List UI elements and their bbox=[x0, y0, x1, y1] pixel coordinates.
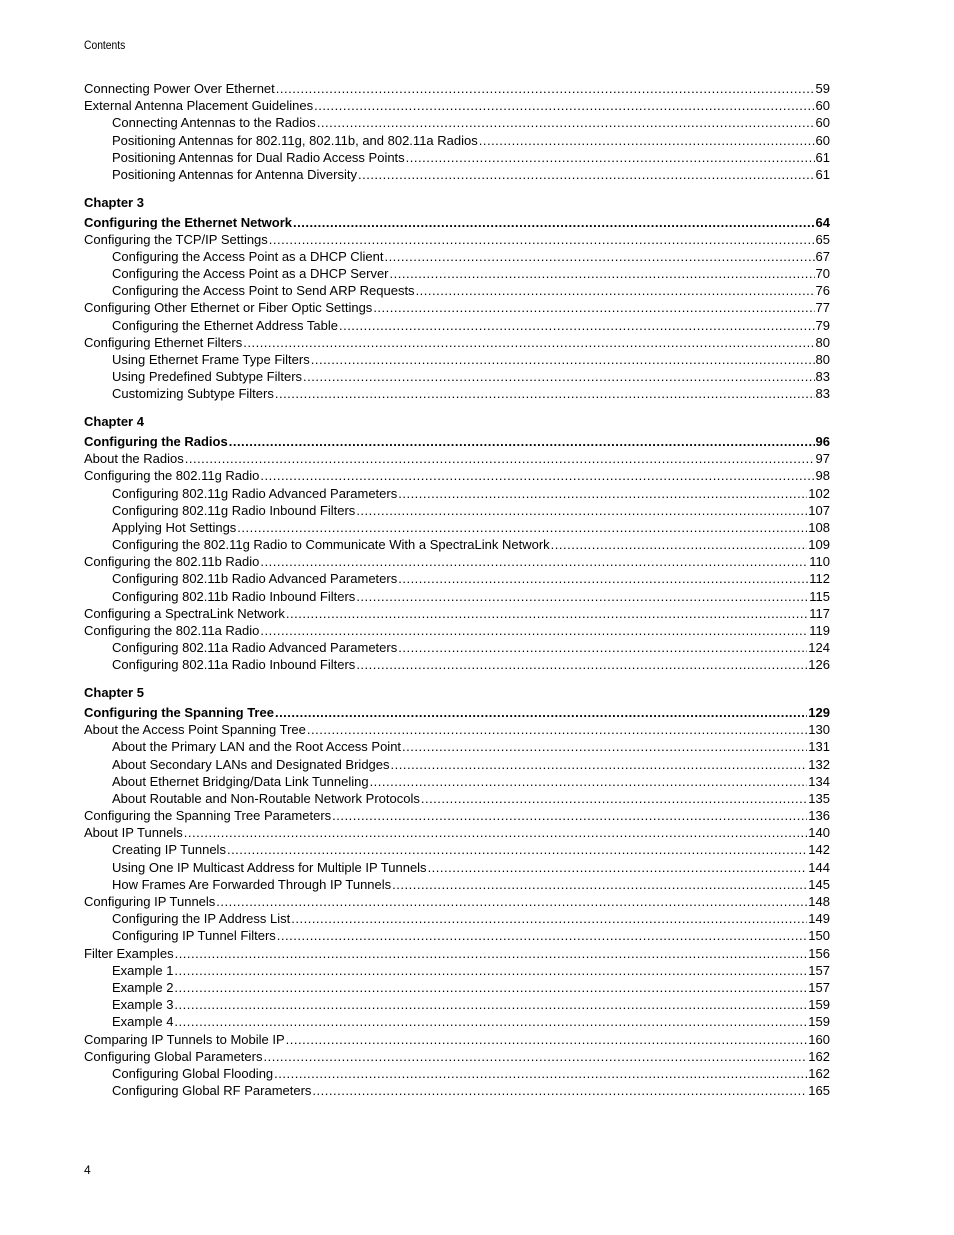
toc-entry[interactable] bbox=[84, 351, 830, 368]
toc-entry-page: 98 bbox=[815, 468, 830, 484]
toc-entry-title: Configuring the Access Point as a DHCP Client bbox=[112, 248, 384, 264]
toc-entry-title: Applying Hot Settings bbox=[112, 519, 237, 535]
chapter-label: Chapter 4 bbox=[84, 414, 144, 430]
toc-entry-page: 124 bbox=[808, 640, 830, 656]
toc-entry[interactable] bbox=[84, 738, 830, 755]
toc-entry[interactable] bbox=[84, 588, 830, 605]
toc-entry-page: 59 bbox=[815, 81, 830, 96]
dot-leader bbox=[286, 1031, 808, 1048]
toc-entry[interactable] bbox=[84, 1065, 830, 1082]
toc-entry-title: Configuring 802.11b Radio Advanced Parameters bbox=[112, 571, 398, 587]
toc-entry-title: Configuring Global Flooding bbox=[112, 1065, 274, 1081]
toc-entry-title: Configuring 802.11a Radio Advanced Parameters bbox=[112, 640, 398, 656]
dot-leader bbox=[184, 824, 808, 841]
dot-leader bbox=[373, 299, 814, 316]
toc-entry-page: 64 bbox=[815, 214, 830, 230]
dot-leader bbox=[356, 502, 807, 519]
toc-entry-page: 117 bbox=[809, 605, 830, 621]
toc-entry[interactable] bbox=[84, 166, 830, 183]
toc-entry[interactable] bbox=[84, 114, 830, 131]
dot-leader bbox=[277, 927, 808, 944]
dot-leader bbox=[174, 1013, 807, 1030]
dot-leader bbox=[216, 893, 807, 910]
toc-entry[interactable] bbox=[84, 841, 830, 858]
toc-entry-title: Configuring Global RF Parameters bbox=[112, 1083, 312, 1099]
dot-leader bbox=[332, 807, 807, 824]
toc-entry-title: About the Access Point Spanning Tree bbox=[84, 722, 306, 738]
toc-entry-page: 145 bbox=[808, 876, 830, 892]
dot-leader bbox=[339, 317, 815, 334]
toc-entry-title: Using Predefined Subtype Filters bbox=[112, 369, 303, 385]
running-head: Contents bbox=[84, 38, 126, 52]
toc-entry[interactable] bbox=[84, 1013, 830, 1030]
dot-leader bbox=[185, 450, 815, 467]
toc-entry[interactable] bbox=[84, 876, 830, 893]
toc-entry-title: Creating IP Tunnels bbox=[112, 842, 226, 858]
toc-entry-title: Configuring the 802.11g Radio bbox=[84, 468, 260, 484]
dot-leader bbox=[312, 1082, 807, 1099]
dot-leader bbox=[398, 485, 807, 502]
toc-entry[interactable] bbox=[84, 368, 830, 385]
toc-entry-page: 132 bbox=[808, 756, 830, 772]
toc-entry[interactable] bbox=[84, 450, 830, 467]
toc-entry-title: About Secondary LANs and Designated Bridges bbox=[112, 756, 390, 772]
dot-leader bbox=[390, 265, 815, 282]
toc-entry-page: 126 bbox=[808, 657, 830, 673]
toc-entry[interactable] bbox=[84, 790, 830, 807]
toc-entry-title: Filter Examples bbox=[84, 945, 174, 961]
toc-entry-title: Configuring IP Tunnel Filters bbox=[112, 928, 276, 944]
dot-leader bbox=[398, 570, 808, 587]
toc-entry[interactable] bbox=[84, 536, 830, 553]
toc-entry-title: About the Radios bbox=[84, 451, 184, 467]
dot-leader bbox=[370, 773, 808, 790]
toc-entry-title: Configuring the Radios bbox=[84, 433, 228, 449]
toc-entry[interactable] bbox=[84, 485, 830, 502]
toc-entry-page: 165 bbox=[808, 1083, 830, 1099]
toc-entry-page: 108 bbox=[808, 519, 830, 535]
toc-entry-title: Connecting Power Over Ethernet bbox=[84, 81, 275, 96]
toc-entry[interactable] bbox=[84, 519, 830, 536]
chapter-label: Chapter 5 bbox=[84, 685, 144, 701]
toc-entry-title: Configuring Global Parameters bbox=[84, 1048, 263, 1064]
toc-entry-title: Configuring Ethernet Filters bbox=[84, 334, 243, 350]
toc-entry-page: 162 bbox=[808, 1048, 830, 1064]
toc-entry-title: Configuring Other Ethernet or Fiber Optic Settings bbox=[84, 300, 373, 316]
toc-chapter-title-entry[interactable] bbox=[84, 433, 830, 450]
toc-entry[interactable] bbox=[84, 605, 830, 622]
toc-entry-page: 115 bbox=[809, 588, 830, 604]
toc-entry-title: Configuring the IP Address List bbox=[112, 911, 291, 927]
toc-entry-title: Configuring the 802.11g Radio to Communicate With a SpectraLink Network bbox=[112, 537, 550, 553]
toc-entry[interactable] bbox=[84, 893, 830, 910]
toc-entry-page: 134 bbox=[808, 773, 830, 789]
toc-entry-title: Positioning Antennas for 802.11g, 802.11b, and 802.11a Radios bbox=[112, 132, 478, 148]
toc-entry[interactable] bbox=[84, 996, 830, 1013]
toc-entry[interactable] bbox=[84, 149, 830, 166]
toc-entry-title: Configuring a SpectraLink Network bbox=[84, 605, 285, 621]
dot-leader bbox=[421, 790, 807, 807]
toc-entry[interactable] bbox=[84, 824, 830, 841]
dot-leader bbox=[275, 704, 807, 721]
toc-entry[interactable] bbox=[84, 231, 830, 248]
dot-leader bbox=[260, 553, 808, 570]
dot-leader bbox=[314, 97, 814, 114]
toc-entry-page: 112 bbox=[809, 571, 830, 587]
chapter-label: Chapter 3 bbox=[84, 194, 144, 210]
toc-entry-title: Configuring the 802.11b Radio bbox=[84, 554, 260, 570]
toc-entry[interactable] bbox=[84, 317, 830, 334]
toc-entry[interactable] bbox=[84, 570, 830, 587]
toc-entry-page: 61 bbox=[815, 149, 830, 165]
toc-entry-title: Comparing IP Tunnels to Mobile IP bbox=[84, 1031, 285, 1047]
toc-entry[interactable] bbox=[84, 756, 830, 773]
toc-entry-title: Example 4 bbox=[112, 1014, 174, 1030]
dot-leader bbox=[237, 519, 807, 536]
toc-entry[interactable] bbox=[84, 962, 830, 979]
toc-entry-page: 135 bbox=[808, 790, 830, 806]
toc-entry-page: 96 bbox=[815, 433, 830, 449]
dot-leader bbox=[276, 80, 815, 97]
dot-leader bbox=[263, 1048, 807, 1065]
dot-leader bbox=[260, 622, 808, 639]
toc-entry[interactable] bbox=[84, 656, 830, 673]
toc-entry[interactable] bbox=[84, 859, 830, 876]
toc-entry-page: 60 bbox=[815, 132, 830, 148]
toc-entry-title: About Ethernet Bridging/Data Link Tunneling bbox=[112, 773, 369, 789]
toc-entry[interactable] bbox=[84, 979, 830, 996]
toc-entry[interactable] bbox=[84, 622, 830, 639]
toc-entry-page: 148 bbox=[808, 894, 830, 909]
toc-entry-page: 159 bbox=[808, 997, 830, 1013]
toc-entry[interactable] bbox=[84, 1048, 830, 1065]
toc-entry-page: 77 bbox=[815, 300, 830, 316]
toc-entry[interactable] bbox=[84, 927, 830, 944]
dot-leader bbox=[274, 1065, 807, 1082]
toc-entry-page: 65 bbox=[815, 231, 830, 247]
toc-entry-title: Configuring the Access Point as a DHCP Server bbox=[112, 266, 389, 282]
dot-leader bbox=[479, 132, 815, 149]
toc-entry-page: 76 bbox=[815, 283, 830, 299]
toc-entry-page: 119 bbox=[809, 623, 830, 638]
dot-leader bbox=[307, 721, 807, 738]
toc-entry[interactable] bbox=[84, 807, 830, 824]
dot-leader bbox=[303, 368, 814, 385]
dot-leader bbox=[286, 605, 808, 622]
toc-entry-page: 102 bbox=[808, 485, 830, 501]
toc-entry-page: 149 bbox=[808, 911, 830, 927]
toc-entry-title: Customizing Subtype Filters bbox=[112, 386, 274, 402]
toc-entry[interactable] bbox=[84, 282, 830, 299]
toc-entry-page: 80 bbox=[815, 352, 830, 367]
toc-entry-page: 156 bbox=[808, 945, 830, 961]
dot-leader bbox=[551, 536, 808, 553]
toc-entry-page: 142 bbox=[808, 842, 830, 858]
toc-entry-page: 83 bbox=[815, 386, 830, 402]
toc-entry-title: Positioning Antennas for Antenna Diversity bbox=[112, 166, 357, 182]
toc-entry[interactable] bbox=[84, 721, 830, 738]
dot-leader bbox=[229, 433, 815, 450]
dot-leader bbox=[311, 351, 815, 368]
chapter-gap bbox=[84, 403, 830, 414]
toc-entry-page: 60 bbox=[815, 115, 830, 131]
toc-entry-title: Configuring 802.11g Radio Inbound Filters bbox=[112, 502, 356, 518]
toc-entry-title: Configuring the TCP/IP Settings bbox=[84, 231, 268, 247]
toc-entry-title: Example 1 bbox=[112, 962, 174, 978]
dot-leader bbox=[291, 910, 807, 927]
dot-leader bbox=[402, 738, 807, 755]
toc-entry-page: 83 bbox=[815, 369, 830, 385]
toc-entry-title: How Frames Are Forwarded Through IP Tunnels bbox=[112, 876, 392, 892]
toc-entry-page: 162 bbox=[808, 1065, 830, 1081]
toc-entry-page: 160 bbox=[808, 1031, 830, 1047]
dot-leader bbox=[243, 334, 814, 351]
toc-entry-page: 136 bbox=[808, 808, 830, 824]
dot-leader bbox=[428, 859, 808, 876]
dot-leader bbox=[175, 945, 808, 962]
toc-entry-page: 61 bbox=[815, 166, 830, 182]
toc-entry-title: Positioning Antennas for Dual Radio Access Points bbox=[112, 149, 405, 165]
toc-entry-title: Configuring 802.11b Radio Inbound Filters bbox=[112, 588, 356, 604]
toc-entry-page: 97 bbox=[815, 451, 830, 467]
toc-entry[interactable] bbox=[84, 97, 830, 114]
toc-entry[interactable] bbox=[84, 1031, 830, 1048]
dot-leader bbox=[260, 467, 814, 484]
dot-leader bbox=[317, 114, 815, 131]
toc-entry[interactable] bbox=[84, 773, 830, 790]
toc-entry-title: Configuring 802.11a Radio Inbound Filters bbox=[112, 657, 356, 673]
toc-entry-title: Configuring the Access Point to Send ARP Requests bbox=[112, 283, 415, 299]
toc-entry-title: Configuring the Spanning Tree Parameters bbox=[84, 808, 332, 824]
dot-leader bbox=[356, 588, 808, 605]
dot-leader bbox=[293, 214, 815, 231]
dot-leader bbox=[384, 248, 814, 265]
toc-entry-title: Configuring 802.11g Radio Advanced Parameters bbox=[112, 485, 398, 501]
dot-leader bbox=[358, 166, 815, 183]
chapter-gap bbox=[84, 183, 830, 194]
toc-entry-page: 131 bbox=[808, 739, 830, 755]
dot-leader bbox=[398, 639, 807, 656]
toc-entry-title: About the Primary LAN and the Root Access Point bbox=[112, 739, 402, 755]
chapter-gap bbox=[84, 674, 830, 685]
toc-entry[interactable] bbox=[84, 945, 830, 962]
toc-entry-title: Using Ethernet Frame Type Filters bbox=[112, 352, 310, 367]
toc-entry[interactable] bbox=[84, 80, 830, 97]
toc-entry[interactable] bbox=[84, 502, 830, 519]
dot-leader bbox=[392, 876, 807, 893]
toc-entry-title: About Routable and Non-Routable Network Protocols bbox=[112, 790, 420, 806]
toc-chapter-title-entry[interactable] bbox=[84, 214, 830, 231]
toc-entry-page: 80 bbox=[815, 334, 830, 350]
toc-entry-title: External Antenna Placement Guidelines bbox=[84, 98, 314, 114]
toc-entry-page: 130 bbox=[808, 722, 830, 738]
toc-entry-title: Example 2 bbox=[112, 979, 174, 995]
dot-leader bbox=[406, 149, 815, 166]
toc-entry-title: Connecting Antennas to the Radios bbox=[112, 115, 316, 131]
dot-leader bbox=[227, 841, 807, 858]
toc-entry-page: 79 bbox=[815, 317, 830, 333]
toc-entry-page: 110 bbox=[809, 554, 830, 570]
toc-entry[interactable] bbox=[84, 910, 830, 927]
toc-entry[interactable] bbox=[84, 385, 830, 402]
dot-leader bbox=[174, 996, 807, 1013]
dot-leader bbox=[416, 282, 815, 299]
toc-entry[interactable] bbox=[84, 553, 830, 570]
toc-entry-page: 60 bbox=[815, 98, 830, 114]
toc-entry-page: 140 bbox=[808, 825, 830, 841]
toc-entry-page: 144 bbox=[808, 859, 830, 875]
toc-entry-title: Configuring the Ethernet Address Table bbox=[112, 317, 338, 333]
dot-leader bbox=[356, 656, 807, 673]
toc-entry[interactable] bbox=[84, 334, 830, 351]
toc-entry[interactable] bbox=[84, 265, 830, 282]
toc-entry-page: 157 bbox=[808, 962, 830, 978]
toc-entry-title: Configuring IP Tunnels bbox=[84, 894, 216, 909]
toc-entry[interactable] bbox=[84, 1082, 830, 1099]
page-number: 4 bbox=[84, 1163, 91, 1177]
toc-entry[interactable] bbox=[84, 248, 830, 265]
dot-leader bbox=[269, 231, 815, 248]
toc-entry-title: About IP Tunnels bbox=[84, 825, 183, 841]
toc-entry-page: 107 bbox=[808, 502, 830, 518]
dot-leader bbox=[174, 979, 807, 996]
toc-entry-page: 129 bbox=[808, 704, 830, 720]
toc-entry[interactable] bbox=[84, 639, 830, 656]
toc-entry-page: 150 bbox=[808, 928, 830, 944]
dot-leader bbox=[391, 756, 808, 773]
toc-entry-page: 157 bbox=[808, 979, 830, 995]
toc-entry[interactable] bbox=[84, 132, 830, 149]
toc-entry-title: Configuring the Spanning Tree bbox=[84, 704, 274, 720]
toc-entry-page: 159 bbox=[808, 1014, 830, 1030]
toc-entry-title: Example 3 bbox=[112, 997, 174, 1013]
toc-entry-page: 70 bbox=[815, 266, 830, 282]
toc-chapter-title-entry[interactable] bbox=[84, 704, 830, 721]
toc-entry[interactable] bbox=[84, 299, 830, 316]
dot-leader bbox=[275, 385, 815, 402]
toc-entry-page: 67 bbox=[815, 248, 830, 264]
toc-entry-title: Using One IP Multicast Address for Multiple IP Tunnels bbox=[112, 859, 427, 875]
toc-entry-title: Configuring the 802.11a Radio bbox=[84, 623, 260, 638]
toc-entry-title: Configuring the Ethernet Network bbox=[84, 214, 292, 230]
table-of-contents bbox=[84, 80, 830, 1099]
dot-leader bbox=[174, 962, 807, 979]
toc-entry[interactable] bbox=[84, 467, 830, 484]
toc-entry-page: 109 bbox=[808, 537, 830, 553]
